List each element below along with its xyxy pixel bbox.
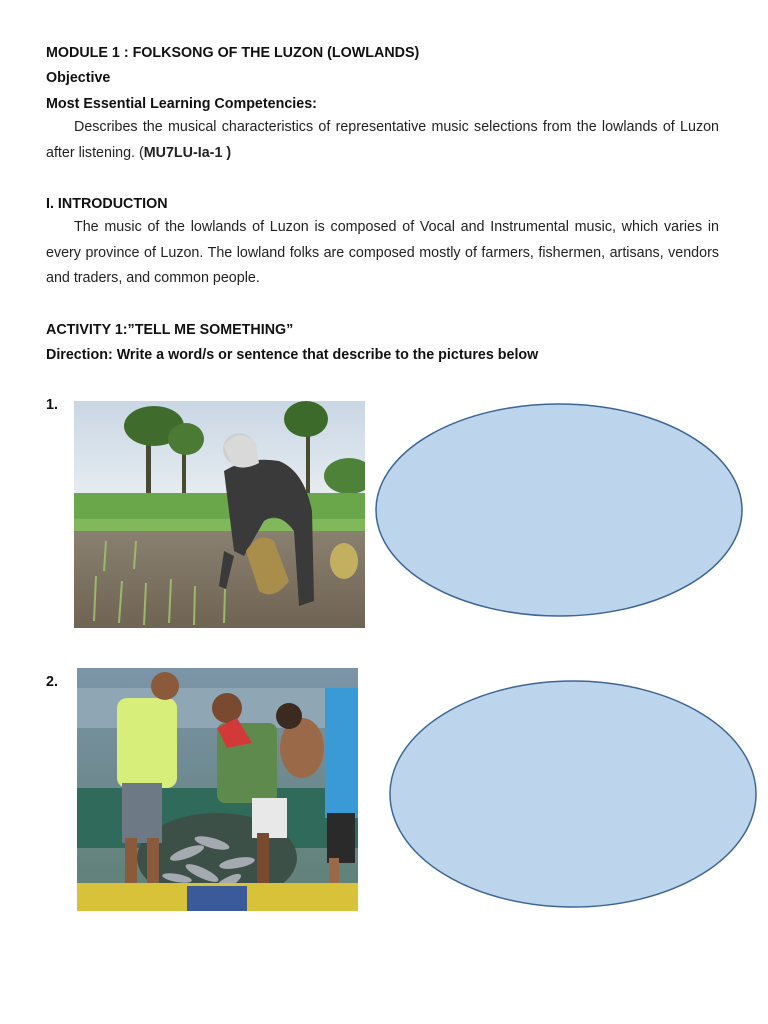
item-number-1: 1. [46, 397, 58, 413]
module-title: MODULE 1 : FOLKSONG OF THE LUZON (LOWLANDS) [46, 45, 420, 61]
answer-oval-1[interactable] [375, 402, 745, 625]
answer-oval-2[interactable] [389, 679, 759, 916]
intro-paragraph [46, 215, 719, 292]
answer-oval-2-shape [390, 681, 756, 907]
melc-paragraph [46, 115, 719, 166]
fishermen-photo [77, 668, 358, 911]
melc-text: Describes the musical characteristics of representative music selections from the lowlands of Luzon after listening. ( [46, 119, 719, 161]
intro-heading: I. INTRODUCTION [46, 196, 168, 212]
activity-direction: Direction: Write a word/s or sentence that describe to the pictures below [46, 347, 539, 363]
item-number-2: 2. [46, 674, 58, 690]
melc-label: Most Essential Learning Competencies: [46, 96, 317, 112]
answer-oval-1-shape [376, 404, 742, 616]
intro-text: The music of the lowlands of Luzon is composed of Vocal and Instrumental music, which varies in every province of Luzon. The lowland folks are composed mostly of farmers, fishermen, artisans, vendors and traders, and common people. [46, 219, 719, 286]
melc-code: MU7LU-Ia-1 ) [143, 144, 232, 161]
rice-planting-photo [74, 401, 365, 628]
activity-heading: ACTIVITY 1:”TELL ME SOMETHING” [46, 322, 294, 338]
objective-label: Objective [46, 70, 111, 86]
